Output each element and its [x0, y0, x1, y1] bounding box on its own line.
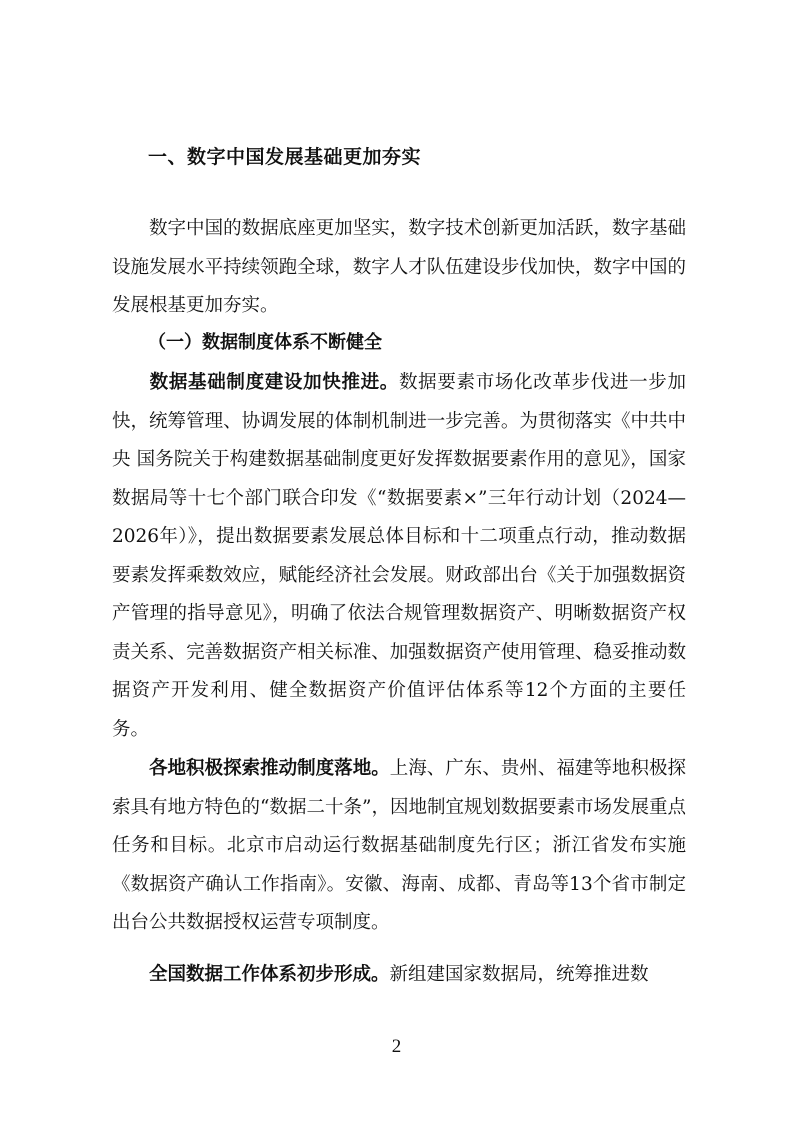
- page-number: 2: [391, 1036, 402, 1057]
- intro-text: 数字中国的数据底座更加坚实，数字技术创新更加活跃，数字基础设施发展水平持续领跑全球，数字人才队伍建设步伐加快，数字中国的发展根基更加夯实。: [112, 218, 686, 316]
- paragraph-text: 数据要素市场化改革步伐进一步加快，统筹管理、协调发展的体制机制进一步完善。为贯彻落实《中共中央 国务院关于构建数据基础制度更好发挥数据要素作用的意见》，国家数据局等十七个部门联合印发《“数据要素×”三年行动计划（2024—2026年）》，提出数据要素发展总体目标和十二项重点行动，推动数据要素发挥乘数效应，赋能经济社会发展。财政部出台《关于加强数据资产管理的指导意见》，明确了依法合规管理数据资产、明晰数据资产权责关系、完善数据资产相关标准、加强数据资产使用管理、稳妥推动数据资产开发利用、健全数据资产价值评估体系等12个方面的主要任务。: [112, 372, 686, 740]
- body-paragraph: [112, 750, 686, 943]
- paragraph-text: 上海、广东、贵州、福建等地积极探索具有地方特色的“数据二十条”，因地制宜规划数据要素市场发展重点任务和目标。北京市启动运行数据基础制度先行区；浙江省发布实施《数据资产确认工作指南》。安徽、海南、成都、青岛等13个省市制定出台公共数据授权运营专项制度。: [112, 758, 686, 933]
- section-heading: 一、数字中国发展基础更加夯实: [148, 146, 422, 168]
- subsection-heading: （一）数据制度体系不断健全: [148, 332, 382, 353]
- paragraph-lead: 全国数据工作体系初步形成。: [149, 964, 390, 985]
- paragraph-lead: 各地积极探索推动制度落地。: [149, 758, 390, 779]
- intro-paragraph: [112, 210, 686, 326]
- body-paragraph: [112, 956, 686, 995]
- body-paragraph: [112, 364, 686, 749]
- paragraph-lead: 数据基础制度建设加快推进。: [149, 372, 399, 393]
- paragraph-text: 新组建国家数据局，统筹推进数: [389, 964, 649, 985]
